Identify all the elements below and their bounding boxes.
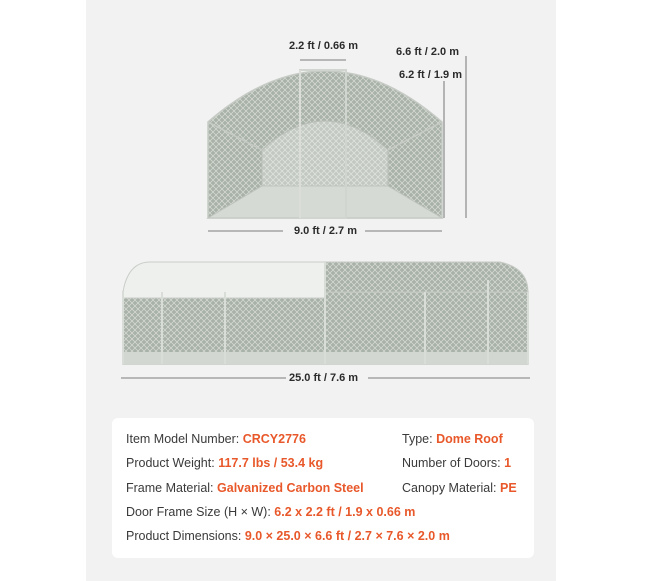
front-view-coop <box>208 56 466 231</box>
specs-card <box>112 418 534 558</box>
spec-canopy <box>402 481 517 495</box>
spec-model-label: Item Model Number: <box>126 432 240 446</box>
spec-product-dimensions-value: 9.0 × 25.0 × 6.6 ft / 2.7 × 7.6 × 2.0 m <box>244 529 450 543</box>
spec-canopy-value: PE <box>499 481 517 495</box>
spec-doors-label: Number of Doors: <box>402 456 501 470</box>
height-label: 6.6 ft / 2.0 m <box>396 46 459 58</box>
spec-product-dimensions-label: Product Dimensions: <box>126 529 242 543</box>
spec-model-value: CRCY2776 <box>242 432 306 446</box>
spec-doors-value: 1 <box>504 456 512 470</box>
spec-frame-label: Frame Material: <box>126 481 214 495</box>
spec-door-size-label: Door Frame Size (H × W): <box>126 505 271 519</box>
spec-weight-label: Product Weight: <box>126 456 215 470</box>
spec-type-label: Type: <box>402 432 433 446</box>
spec-canopy-label: Canopy Material: <box>402 481 497 495</box>
spec-door-size-value: 6.2 x 2.2 ft / 1.9 x 0.66 m <box>274 505 416 519</box>
spec-weight <box>126 456 323 470</box>
side-view-coop <box>121 262 530 378</box>
spec-type <box>402 432 503 446</box>
spec-frame-value: Galvanized Carbon Steel <box>217 481 364 495</box>
length-label: 25.0 ft / 7.6 m <box>289 372 359 384</box>
spec-door-size <box>126 505 415 519</box>
door-width-label: 2.2 ft / 0.66 m <box>289 40 359 52</box>
spec-product-dimensions <box>126 529 450 543</box>
spec-model <box>126 432 306 446</box>
door-height-label: 6.2 ft / 1.9 m <box>399 69 462 81</box>
spec-type-value: Dome Roof <box>436 432 503 446</box>
spec-doors <box>402 456 511 470</box>
spec-weight-value: 117.7 lbs / 53.4 kg <box>218 456 324 470</box>
width-label: 9.0 ft / 2.7 m <box>294 225 357 237</box>
spec-frame <box>126 481 364 495</box>
